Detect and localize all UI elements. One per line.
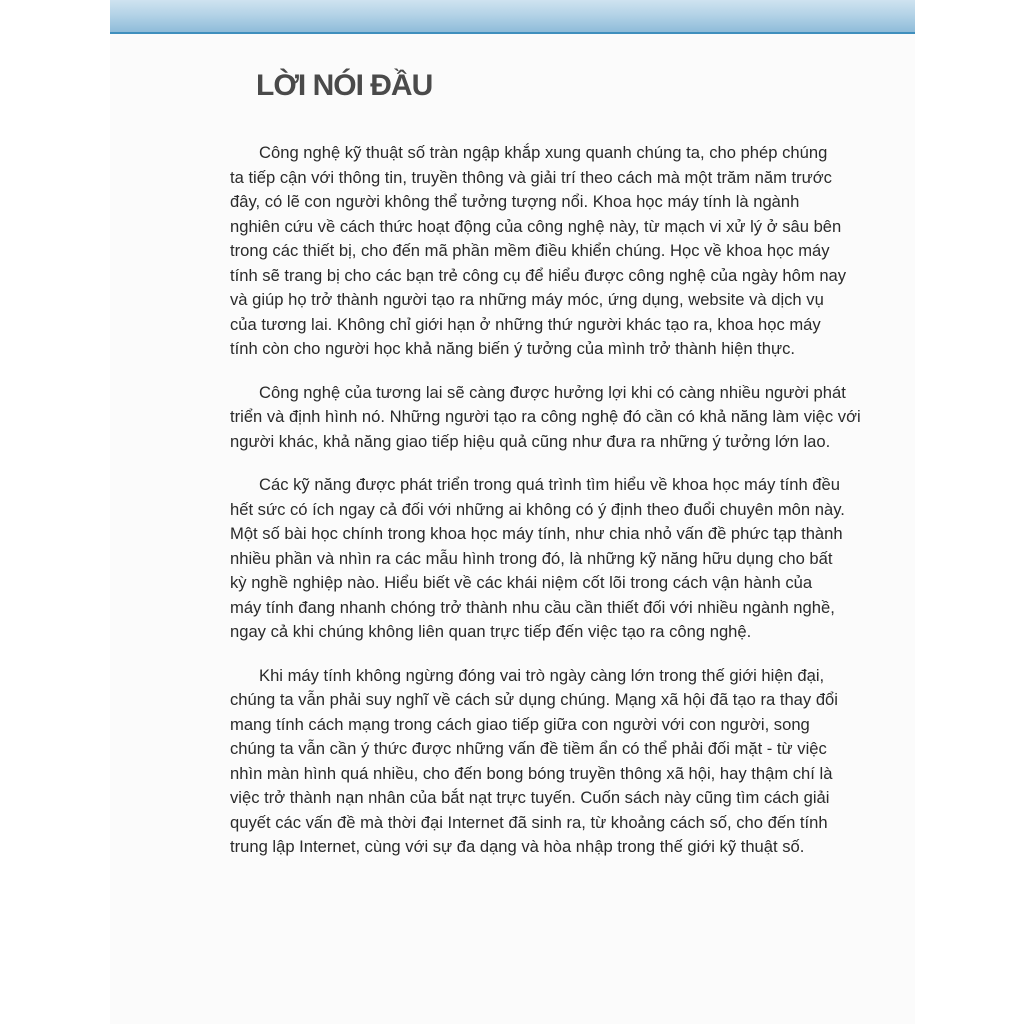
paragraph-3: [230, 473, 870, 645]
paragraph-1: [230, 141, 870, 362]
header-band: [110, 0, 915, 32]
text-line: và giúp họ trở thành người tạo ra những máy móc, ứng dụng, website và dịch vụ: [230, 290, 824, 309]
text-line: đây, có lẽ con người không thể tưởng tượng nổi. Khoa học máy tính là ngành: [230, 192, 800, 211]
text-line: tính còn cho người học khả năng biến ý tưởng của mình trở thành hiện thực.: [230, 339, 796, 358]
text-line: triển và định hình nó. Những người tạo ra công nghệ đó cần có khả năng làm việc với: [230, 407, 861, 426]
text-line: ta tiếp cận với thông tin, truyền thông và giải trí theo cách mà một trăm năm trước: [230, 167, 832, 187]
text-line: mang tính cách mạng trong cách giao tiếp giữa con người với con người, song: [230, 714, 810, 734]
body-text: [230, 141, 870, 879]
text-line: Các kỹ năng được phát triển trong quá trình tìm hiểu về khoa học máy tính đều: [259, 475, 840, 494]
text-line: chúng ta vẫn cần ý thức được những vấn đề tiềm ẩn có thể phải đối mặt - từ việc: [230, 739, 827, 758]
text-line: máy tính đang nhanh chóng trở thành nhu cầu cần thiết đối với nhiều ngành nghề,: [230, 597, 835, 617]
text-line: trung lập Internet, cùng với sự đa dạng và hòa nhập trong thế giới kỹ thuật số.: [230, 837, 805, 856]
text-line: quyết các vấn đề mà thời đại Internet đã sinh ra, từ khoảng cách số, cho đến tính: [230, 812, 828, 832]
text-line: Công nghệ của tương lai sẽ càng được hưởng lợi khi có càng nhiều người phát: [259, 382, 846, 402]
text-line: người khác, khả năng giao tiếp hiệu quả cũng như đưa ra những ý tưởng lớn lao.: [230, 431, 831, 451]
text-line: ngay cả khi chúng không liên quan trực tiếp đến việc tạo ra công nghệ.: [230, 622, 752, 641]
paragraph-2: [230, 381, 870, 455]
text-line: chúng ta vẫn phải suy nghĩ về cách sử dụng chúng. Mạng xã hội đã tạo ra thay đổi: [230, 690, 838, 709]
text-line: Một số bài học chính trong khoa học máy tính, như chia nhỏ vấn đề phức tạp thành: [230, 524, 843, 543]
book-page: [110, 0, 915, 1024]
text-line: nhiều phần và nhìn ra các mẫu hình trong đó, là những kỹ năng hữu dụng cho bất: [230, 548, 833, 568]
header-divider: [110, 32, 915, 34]
text-line: Khi máy tính không ngừng đóng vai trò ngày càng lớn trong thế giới hiện đại,: [259, 665, 825, 685]
text-line: tính sẽ trang bị cho các bạn trẻ công cụ để hiểu được công nghệ của ngày hôm nay: [230, 265, 847, 285]
text-line: kỳ nghề nghiệp nào. Hiểu biết về các khái niệm cốt lõi trong cách vận hành của: [230, 573, 813, 592]
text-line: hết sức có ích ngay cả đối với những ai không có ý định theo đuổi chuyên môn này.: [230, 499, 845, 519]
text-line: Công nghệ kỹ thuật số tràn ngập khắp xung quanh chúng ta, cho phép chúng: [259, 143, 828, 162]
text-line: của tương lai. Không chỉ giới hạn ở những thứ người khác tạo ra, khoa học máy: [230, 314, 821, 334]
paragraph-4: [230, 664, 870, 860]
text-line: nhìn màn hình quá nhiều, cho đến bong bóng truyền thông xã hội, hay thậm chí là: [230, 763, 833, 783]
text-line: nghiên cứu về cách thức hoạt động của công nghệ này, từ mạch vi xử lý ở sâu bên: [230, 216, 842, 236]
text-line: trong các thiết bị, cho đến mã phần mềm điều khiển chúng. Học về khoa học máy: [230, 241, 830, 260]
page-title: LỜI NÓI ĐẦU: [256, 69, 433, 102]
text-line: việc trở thành nạn nhân của bắt nạt trực tuyến. Cuốn sách này cũng tìm cách giải: [230, 788, 830, 807]
